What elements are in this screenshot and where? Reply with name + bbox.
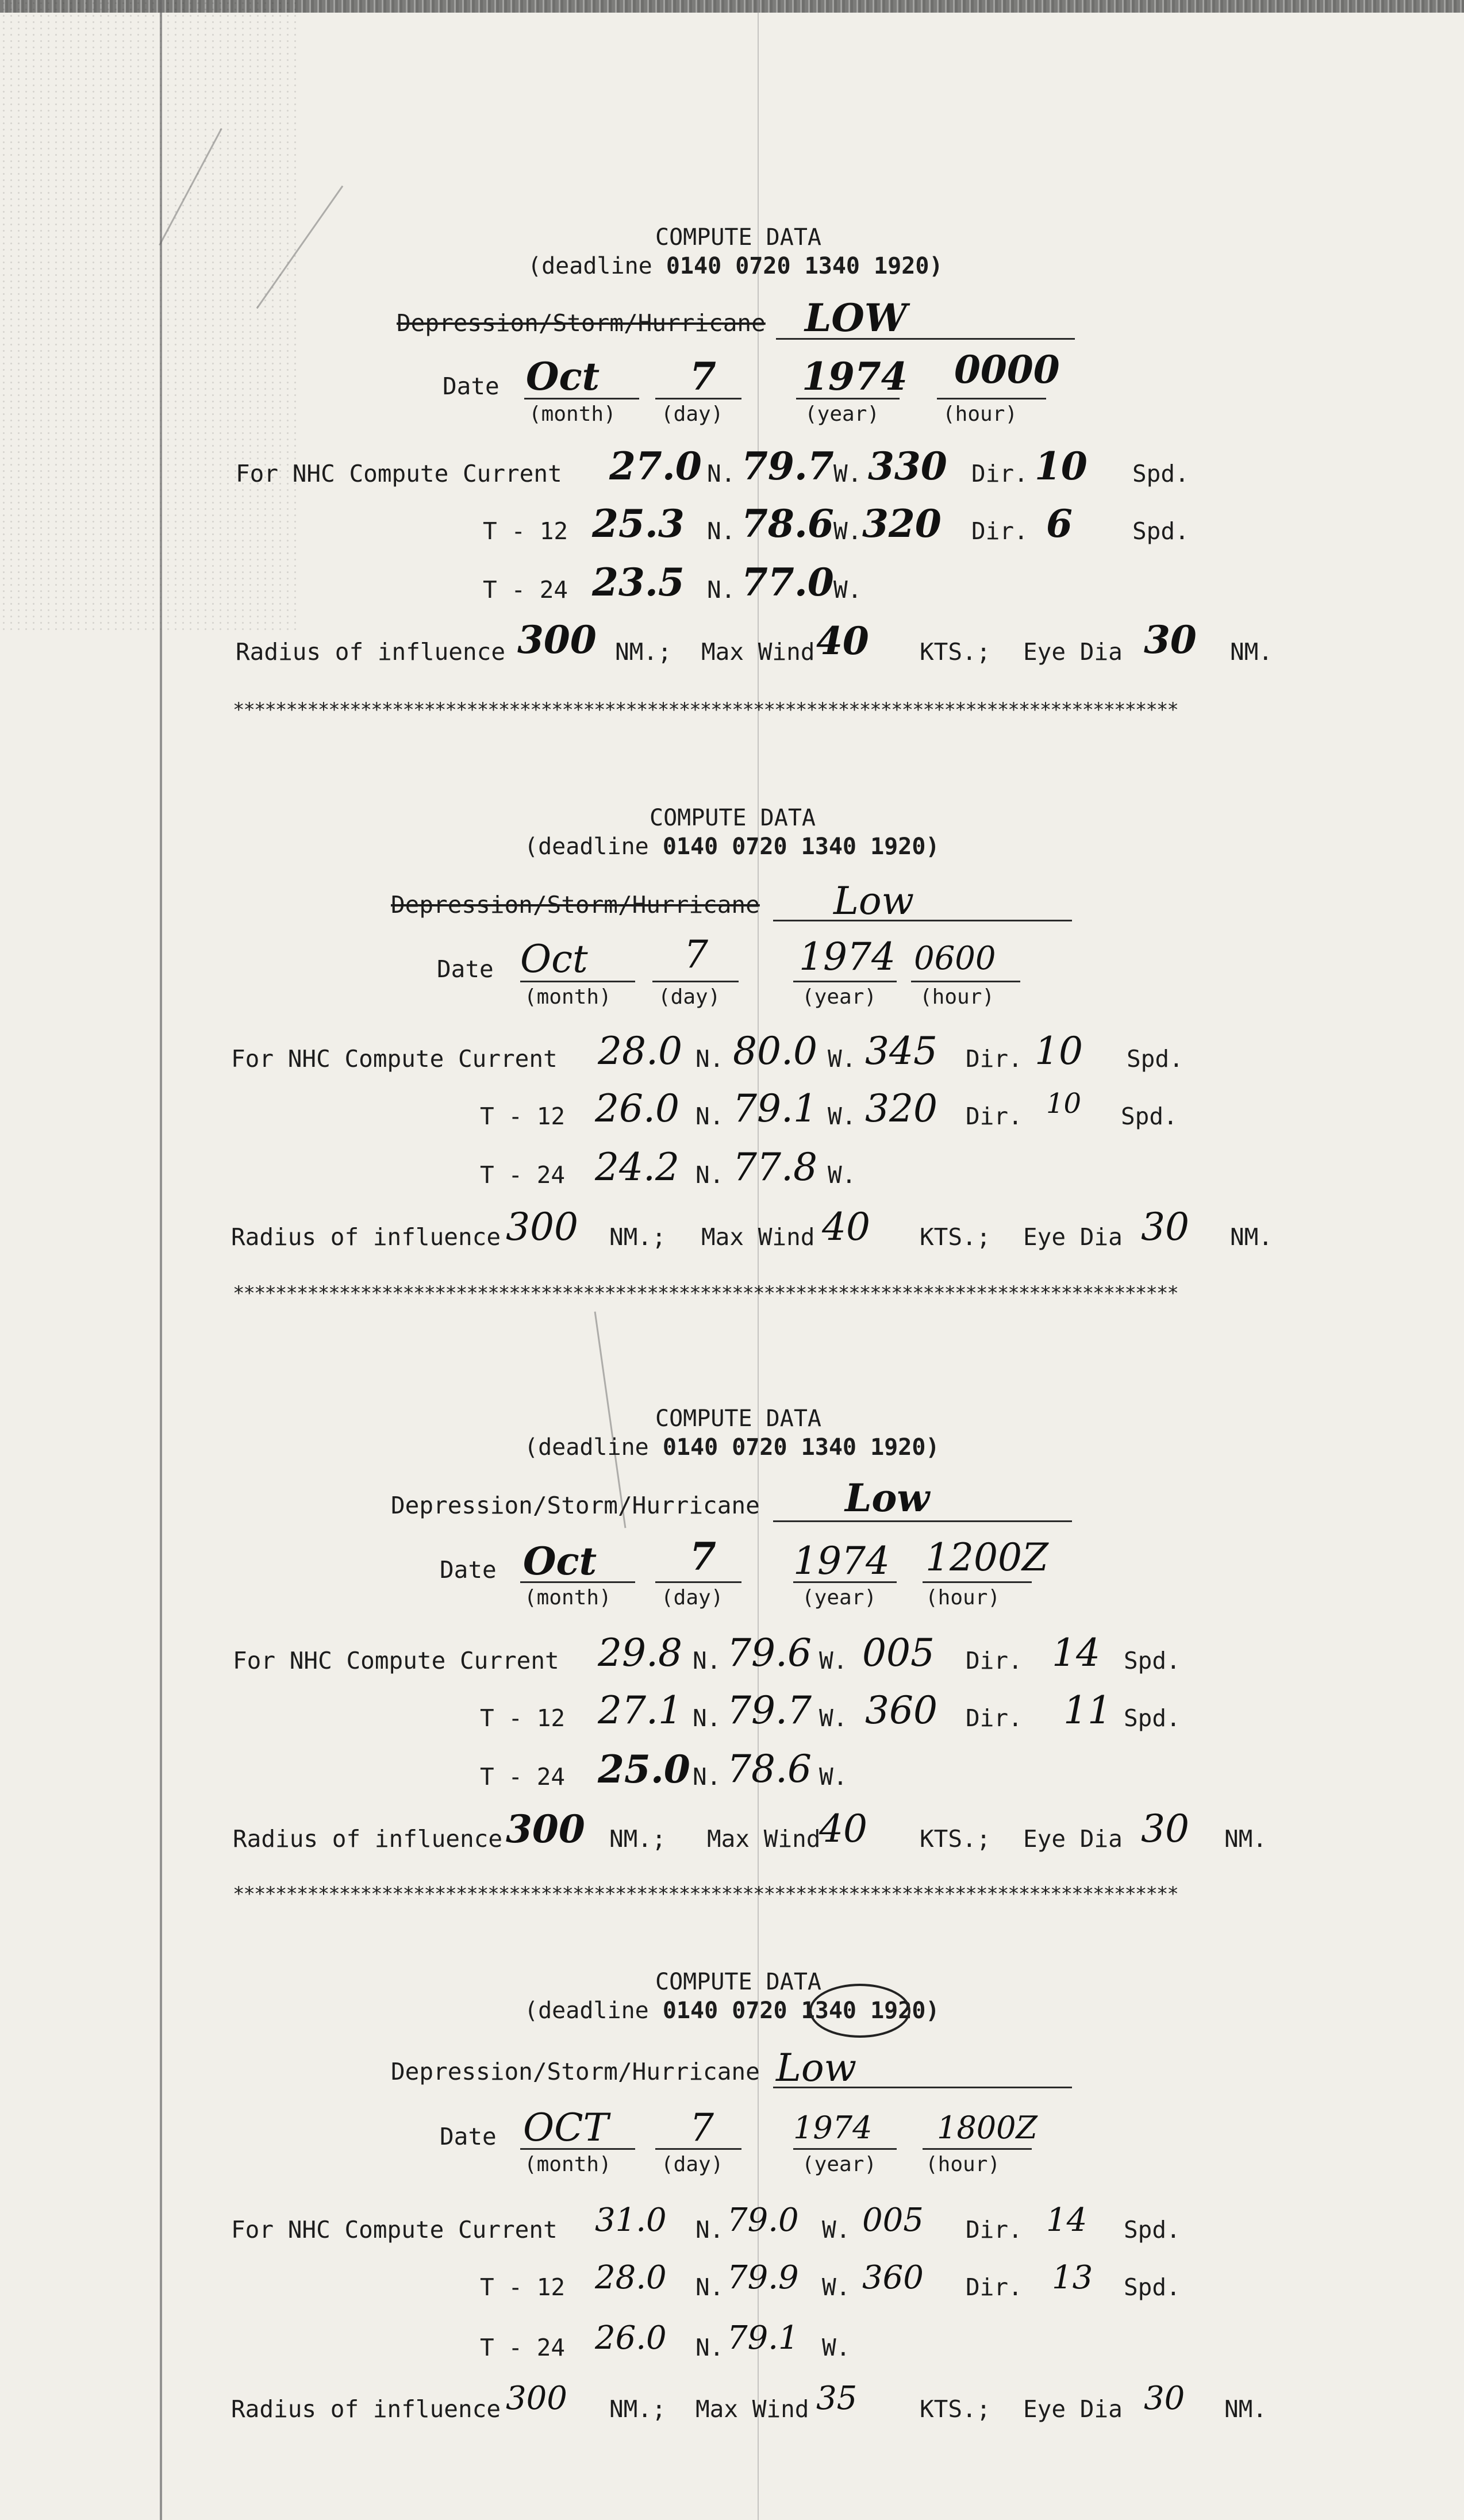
current-spd: 10 [1035,1029,1083,1073]
lon-unit: W. [828,1102,856,1130]
dir-label: Dir. [966,1045,1023,1073]
separator-stars: ***************************************************************************************** [233,1883,1178,1906]
month-value: Oct [520,937,588,981]
hour-caption: (hour) [943,402,1018,426]
current-lon: 79.7 [741,444,834,489]
lat-unit: N. [696,1045,724,1073]
deadline-row [528,253,943,279]
deadline-times: 0140 0720 1340 1920) [662,1997,940,2024]
t24-label: T - 24 [480,1161,566,1189]
max-wind-label: Max Wind [707,1825,821,1853]
t12-label: T - 12 [480,2273,566,2301]
deadline-row [524,1434,939,1461]
t24-lat: 24.2 [595,1145,679,1189]
lon-unit: W. [833,460,862,487]
current-dir: 345 [865,1029,937,1073]
current-dir: 330 [868,444,947,489]
nm-unit: NM.; [609,1825,666,1853]
day-value: 7 [690,354,716,399]
lon-unit: W. [822,2273,851,2301]
system-value: Low [776,2046,857,2090]
dir-label: Dir. [971,517,1028,545]
current-spd: 10 [1035,444,1088,489]
current-lon: 80.0 [733,1029,817,1073]
dir-label: Dir. [966,2273,1023,2301]
t24-lon: 77.8 [733,1145,817,1189]
max-wind-value: 40 [822,1205,870,1249]
eye-dia-value: 30 [1144,2380,1185,2417]
scan-noise [0,0,299,632]
nm-end-unit: NM. [1230,638,1273,666]
kts-unit: KTS.; [920,638,991,666]
lon-unit: W. [822,2334,851,2361]
max-wind-label: Max Wind [701,1223,815,1251]
year-value: 1974 [802,354,908,399]
t12-lon: 78.6 [741,501,834,546]
current-lat: 27.0 [609,444,702,489]
month-caption: (month) [529,402,616,426]
system-type-label: Depression/Storm/Hurricane [391,891,760,919]
month-caption: (month) [524,1586,612,1609]
day-caption: (day) [661,402,724,426]
month-underline [520,1581,635,1583]
current-label: For NHC Compute Current [233,1647,559,1674]
eye-dia-label: Eye Dia [1023,2395,1123,2423]
t12-lat: 25.3 [592,501,685,546]
lat-unit: N. [696,2216,724,2244]
dir-label: Dir. [966,2216,1023,2244]
nm-end-unit: NM. [1230,1223,1273,1251]
current-lon: 79.6 [727,1631,812,1675]
max-wind-value: 35 [816,2380,858,2417]
day-underline [655,398,741,399]
day-caption: (day) [661,1586,724,1609]
separator-stars: ***************************************************************************************** [233,1282,1178,1305]
hour-value: 1800Z [937,2110,1038,2146]
year-caption: (year) [802,2153,877,2176]
spd-label: Spd. [1132,517,1189,545]
deadline-label: (deadline [524,833,649,860]
t12-lat: 26.0 [595,1086,679,1131]
deadline-times: 0140 0720 1340 1920) [666,253,943,279]
lat-unit: N. [693,1763,721,1791]
t24-lon: 78.6 [727,1747,812,1791]
deadline-label: (deadline [524,1997,649,2024]
hour-underline [911,981,1020,982]
year-value: 1974 [793,2110,873,2146]
date-label: Date [443,372,499,400]
year-value: 1974 [799,935,896,979]
lat-unit: N. [696,1102,724,1130]
system-value: Low [833,879,914,923]
t12-lon: 79.7 [727,1688,812,1732]
lat-unit: N. [707,460,736,487]
lat-unit: N. [693,1647,721,1674]
eye-dia-label: Eye Dia [1023,1223,1123,1251]
radius-value: 300 [517,617,597,662]
current-dir: 005 [862,1631,935,1675]
hour-caption: (hour) [925,1586,1001,1609]
hour-underline [923,2148,1032,2150]
separator-stars: ***************************************************************************************** [233,698,1178,721]
eye-dia-value: 30 [1141,1807,1189,1851]
lon-unit: W. [819,1763,848,1791]
hour-value: 0600 [914,940,996,977]
nm-unit: NM.; [615,638,672,666]
date-label: Date [440,2123,497,2150]
year-underline [793,1581,897,1583]
hour-value: 0000 [954,347,1060,392]
month-caption: (month) [524,985,612,1009]
t12-spd: 10 [1046,1088,1082,1120]
dir-label: Dir. [971,460,1028,487]
deadline-times: 0140 0720 1340 1920) [662,833,940,860]
lat-unit: N. [707,517,736,545]
system-underline [773,920,1072,921]
dir-label: Dir. [966,1647,1023,1674]
max-wind-label: Max Wind [696,2395,809,2423]
lon-unit: W. [833,517,862,545]
month-underline [524,398,639,399]
radius-label: Radius of influence [231,2395,501,2423]
max-wind-label: Max Wind [701,638,815,666]
lat-unit: N. [693,1704,721,1732]
month-value: Oct [526,354,600,399]
hour-underline [937,398,1046,399]
year-underline [793,981,897,982]
kts-unit: KTS.; [920,2395,991,2423]
eye-dia-label: Eye Dia [1023,1825,1123,1853]
radius-label: Radius of influence [231,1223,501,1251]
month-caption: (month) [524,2153,612,2176]
nm-end-unit: NM. [1224,2395,1267,2423]
month-underline [520,981,635,982]
kts-unit: KTS.; [920,1223,991,1251]
year-underline [796,398,900,399]
nm-unit: NM.; [609,2395,666,2423]
day-caption: (day) [658,985,721,1009]
month-underline [520,2148,635,2150]
radius-label: Radius of influence [236,638,505,666]
system-value: LOW [805,295,908,340]
spd-label: Spd. [1124,2216,1181,2244]
max-wind-value: 40 [816,619,869,663]
eye-dia-value: 30 [1141,1205,1189,1249]
t12-label: T - 12 [480,1704,566,1732]
system-type-label: Depression/Storm/Hurricane [391,1492,760,1519]
t12-spd: 13 [1052,2259,1093,2296]
deadline-label: (deadline [528,253,652,279]
lon-unit: W. [819,1704,848,1732]
eye-dia-value: 30 [1144,617,1197,662]
current-lat: 31.0 [595,2202,667,2239]
max-wind-value: 40 [819,1807,867,1851]
dir-label: Dir. [966,1102,1023,1130]
t24-lon: 77.0 [741,560,834,605]
t24-label: T - 24 [480,1763,566,1791]
year-caption: (year) [805,402,880,426]
month-value: Oct [523,1539,597,1584]
dir-label: Dir. [966,1704,1023,1732]
deadline-row [524,833,939,860]
date-label: Date [437,955,494,983]
current-label: For NHC Compute Current [236,460,562,487]
lat-unit: N. [707,576,736,604]
t12-label: T - 12 [483,517,568,545]
radius-value: 300 [506,2380,567,2417]
day-value: 7 [690,1534,716,1579]
year-caption: (year) [802,1586,877,1609]
system-type-label: Depression/Storm/Hurricane [391,2058,760,2085]
spd-label: Spd. [1124,2273,1181,2301]
deadline-label: (deadline [524,1434,649,1461]
current-spd: 14 [1052,1631,1100,1675]
lat-unit: N. [696,2273,724,2301]
current-label: For NHC Compute Current [231,2216,558,2244]
lon-unit: W. [828,1161,856,1189]
year-underline [793,2148,897,2150]
t12-spd: 6 [1046,501,1073,546]
system-value: Low [845,1476,930,1520]
t12-lon: 79.1 [733,1086,817,1131]
current-dir: 005 [862,2202,924,2239]
system-underline [773,1520,1072,1522]
t24-lat: 26.0 [595,2319,667,2357]
kts-unit: KTS.; [920,1825,991,1853]
radius-value: 300 [506,1205,578,1249]
current-lat: 29.8 [598,1631,682,1675]
current-lon: 79.0 [727,2202,799,2239]
day-underline [655,2148,741,2150]
radius-value: 300 [506,1807,585,1851]
t12-label: T - 12 [480,1102,566,1130]
block-title: COMPUTE DATA [650,805,816,831]
t12-lon: 79.9 [727,2259,799,2296]
current-label: For NHC Compute Current [231,1045,558,1073]
left-margin-line [160,0,162,2520]
lon-unit: W. [833,576,862,604]
t24-lon: 79.1 [727,2319,799,2357]
spd-label: Spd. [1124,1647,1181,1674]
page-fold-line [758,0,759,2520]
spd-label: Spd. [1132,460,1189,487]
date-label: Date [440,1556,497,1584]
lat-unit: N. [696,1161,724,1189]
t12-dir: 360 [862,2259,924,2296]
lat-unit: N. [696,2334,724,2361]
t12-dir: 320 [862,501,942,546]
eye-dia-label: Eye Dia [1023,638,1123,666]
month-value: OCT [523,2106,609,2150]
lon-unit: W. [828,1045,856,1073]
block-title: COMPUTE DATA [655,1969,821,1995]
t12-lat: 28.0 [595,2259,667,2296]
nm-end-unit: NM. [1224,1825,1267,1853]
day-value: 7 [690,2106,714,2150]
radius-label: Radius of influence [233,1825,502,1853]
day-caption: (day) [661,2153,724,2176]
hour-caption: (hour) [920,985,995,1009]
current-spd: 14 [1046,2202,1088,2239]
t24-lat: 23.5 [592,560,685,605]
t24-lat: 25.0 [598,1747,690,1792]
t24-label: T - 24 [480,2334,566,2361]
t24-label: T - 24 [483,576,568,604]
t12-lat: 27.1 [598,1688,682,1732]
hour-caption: (hour) [925,2153,1001,2176]
hour-underline [923,1581,1032,1583]
t12-dir: 320 [865,1086,937,1131]
block-title: COMPUTE DATA [655,224,821,251]
block-title: COMPUTE DATA [655,1405,821,1432]
circled-deadline-1340 [809,1984,910,2038]
current-lat: 28.0 [598,1029,682,1073]
day-underline [652,981,739,982]
nm-unit: NM.; [609,1223,666,1251]
day-value: 7 [684,932,708,977]
spd-label: Spd. [1127,1045,1184,1073]
spd-label: Spd. [1121,1102,1178,1130]
deadline-times: 0140 0720 1340 1920) [662,1434,940,1461]
year-caption: (year) [802,985,877,1009]
spd-label: Spd. [1124,1704,1181,1732]
t12-spd: 11 [1063,1688,1112,1732]
t12-dir: 360 [865,1688,937,1732]
lon-unit: W. [822,2216,851,2244]
day-underline [655,1581,741,1583]
lon-unit: W. [819,1647,848,1674]
hour-value: 1200Z [925,1535,1048,1580]
system-type-label: Depression/Storm/Hurricane [397,309,766,337]
year-value: 1974 [793,1539,890,1583]
